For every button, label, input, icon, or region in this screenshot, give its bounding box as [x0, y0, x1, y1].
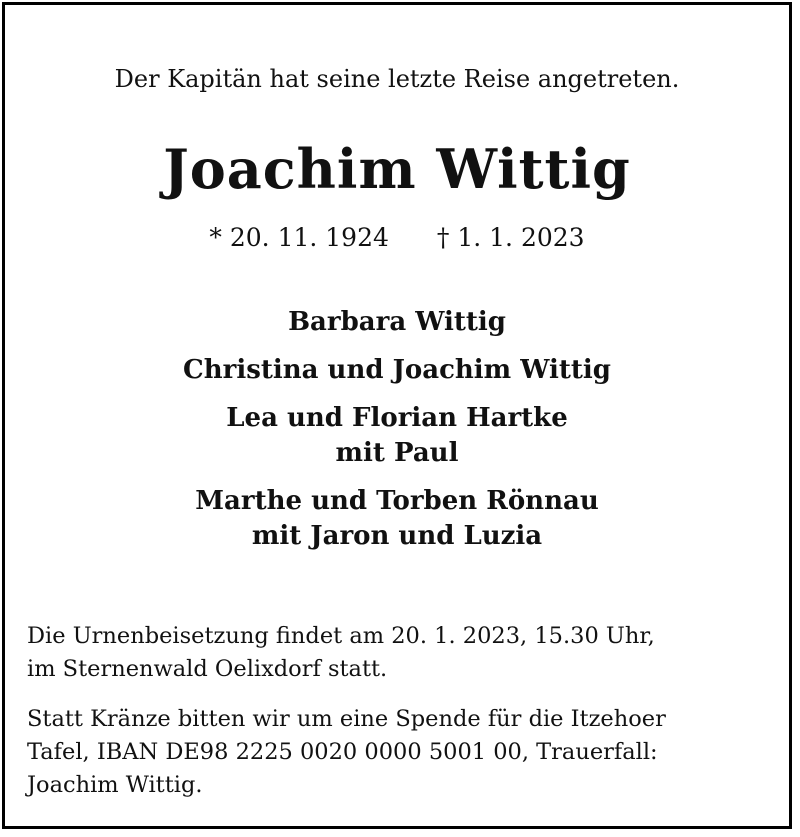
burial-info-line: Die Urnenbeisetzung findet am 20. 1. 2023, 15.30 Uhr, [27, 623, 655, 649]
mourner-line: mit Paul [335, 438, 459, 468]
intro-text: Der Kapitän hat seine letzte Reise angetreten. [114, 65, 680, 93]
mourner-line: Christina und Joachim Wittig [183, 355, 611, 385]
mourner-line: mit Jaron und Luzia [251, 521, 543, 551]
donation-info-line: Tafel, IBAN DE98 2225 0020 0000 5001 00, Trauerfall: [27, 739, 658, 765]
donation-info-line: Statt Kränze bitten wir um eine Spende für die Itzehoer [27, 706, 666, 732]
life-dates [5, 223, 789, 252]
mourner-group [5, 401, 789, 471]
mourners-list [5, 305, 789, 567]
mourner-group [5, 305, 789, 340]
birth-date: * 20. 11. 1924 [209, 223, 389, 252]
mourner-group [5, 353, 789, 388]
deceased-name: Joachim Wittig [163, 137, 631, 201]
obituary-notice [2, 2, 792, 829]
death-date: † 1. 1. 2023 [436, 223, 585, 252]
mourner-line: Lea und Florian Hartke [226, 403, 568, 433]
burial-info [27, 620, 777, 686]
mourner-group [5, 484, 789, 554]
mourner-line: Barbara Wittig [288, 307, 506, 337]
donation-info-line: Joachim Wittig. [27, 772, 203, 798]
donation-info [27, 703, 777, 802]
mourner-line: Marthe und Torben Rönnau [195, 486, 599, 516]
burial-info-line: im Sternenwald Oelixdorf statt. [27, 656, 388, 682]
